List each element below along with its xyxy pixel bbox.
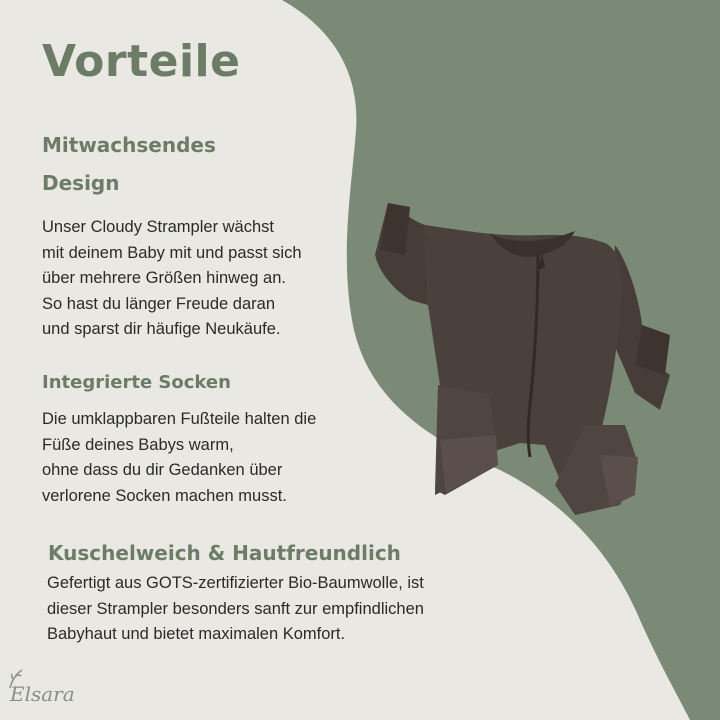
section-heading-comfort: Kuschelweich & Hautfreundlich xyxy=(48,541,401,565)
brand-logo xyxy=(2,672,75,706)
section-text-socks: Die umklappbaren Fußteile halten die Füße deines Babys warm, ohne dass du dir Gedanken über verlorene Socken machen musst. xyxy=(42,410,317,505)
section-text-design: Unser Cloudy Strampler wächst mit deinem Baby mit und passt sich über mehrere Größen hinweg an. So hast du länger Freude daran und sparst dir häufige Neukäufe. xyxy=(42,218,302,338)
section-heading-design: Mitwachsendes Design xyxy=(42,133,216,195)
page-title: Vorteile xyxy=(42,36,241,87)
section-text-comfort: Gefertigt aus GOTS-zertifizierter Bio-Baumwolle, ist dieser Strampler besonders sanft zur empfindlichen Babyhaut und bietet maximalen Komfort. xyxy=(47,574,424,643)
brand-logo-text: Elsara xyxy=(10,682,75,706)
baby-romper-image xyxy=(370,195,670,520)
section-heading-socks: Integrierte Socken xyxy=(42,372,231,393)
